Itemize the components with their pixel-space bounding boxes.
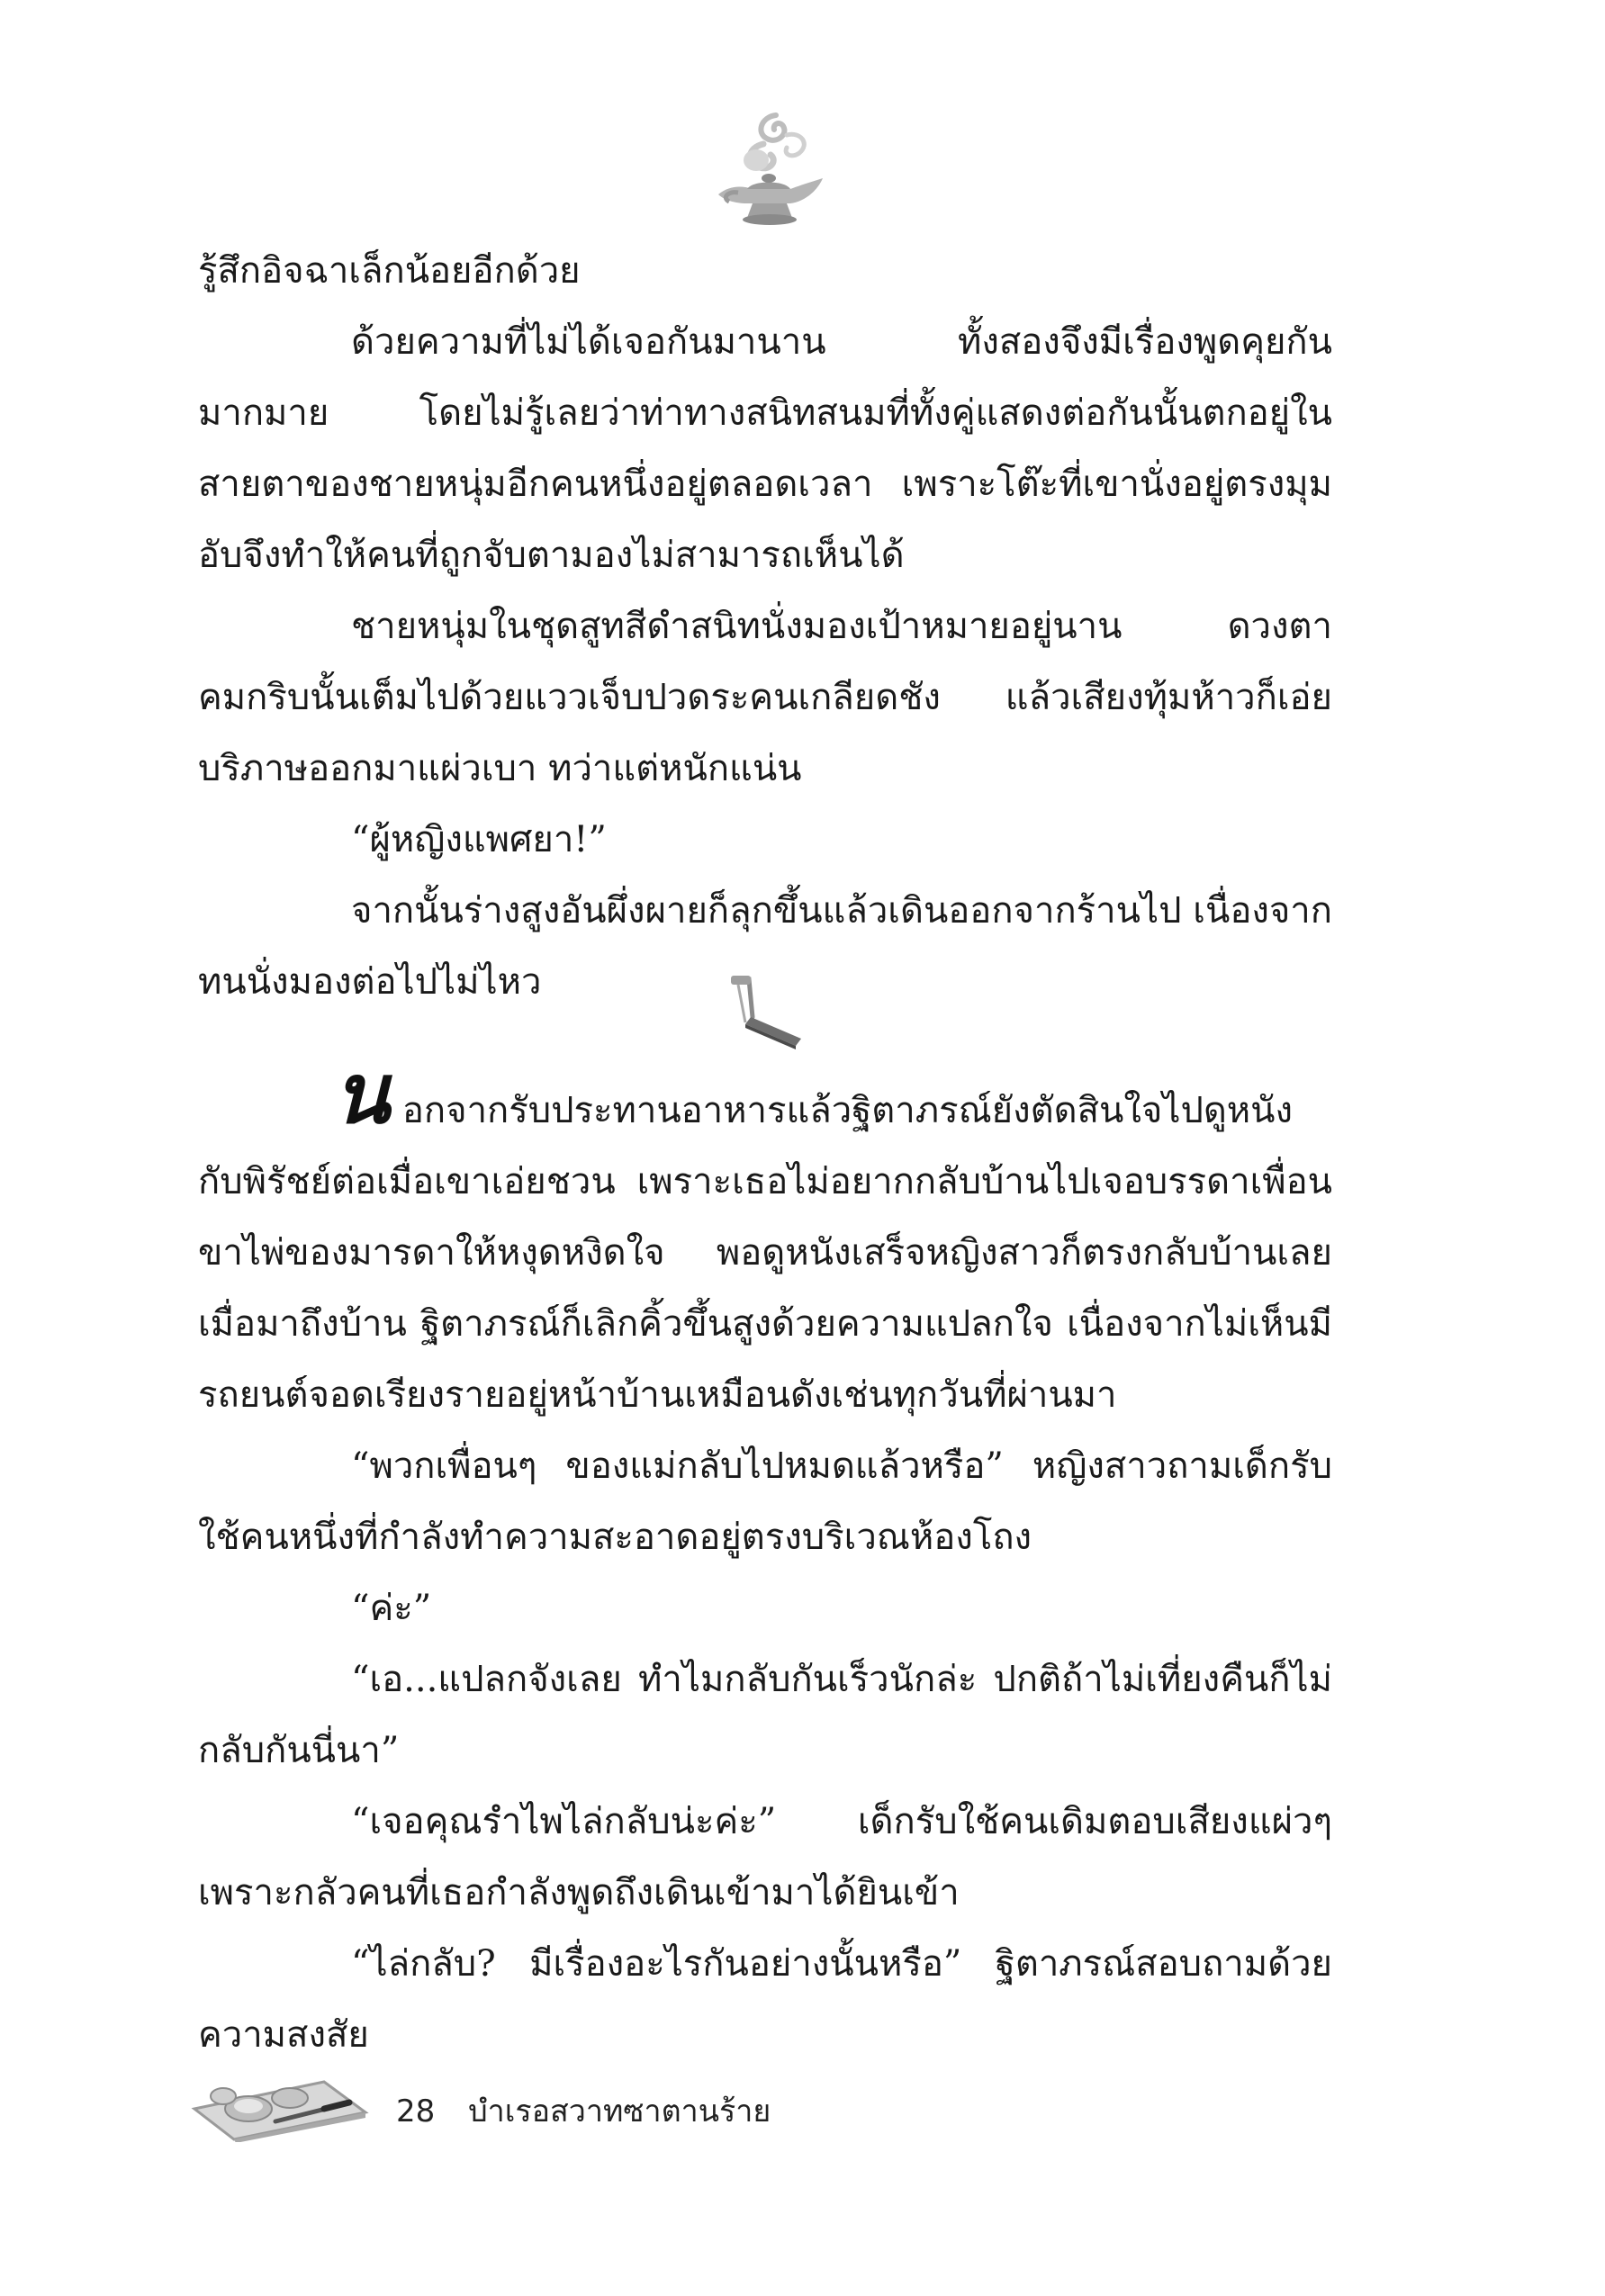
paragraph: “ค่ะ”: [351, 1588, 432, 1629]
paragraph: “ผู้หญิงแพศยา!”: [351, 819, 607, 860]
paragraph: “พวกเพื่อนๆ ของแม่กลับไปหมดแล้วหรือ” หญิงสาวถามเด็กรับใช้คนหนึ่งที่กำลังทำความสะอาดอยู่ตรงบริเวณห้องโถง: [198, 1445, 1332, 1558]
book-title: บำเรอสวาทซาตานร้าย: [468, 2093, 771, 2129]
treadmill-icon: [726, 972, 811, 1053]
page-footer: [396, 2086, 771, 2135]
paragraph-with-dropcap: [198, 1045, 1332, 1431]
food-tray-icon: [189, 2057, 369, 2142]
paragraph: รู้สึกอิจฉาเล็กน้อยอีกด้วย: [198, 250, 581, 292]
text-section-1: [198, 236, 1332, 1018]
genie-lamp-icon: [711, 108, 828, 230]
drop-cap: น: [333, 1045, 390, 1142]
paragraph: จากนั้นร่างสูงอันผึ่งผายก็ลุกขึ้นแล้วเดินออกจากร้านไป เนื่องจากทนนั่งมองต่อไปไม่ไหว: [198, 890, 1332, 1003]
paragraph: ด้วยความที่ไม่ได้เจอกันมานาน ทั้งสองจึงมีเรื่องพูดคุยกันมากมาย โดยไม่รู้เลยว่าท่าทางสนิทสนมที่ทั้งคู่แสดงต่อกันนั้นตกอยู่ในสายตาของชายหนุ่มอีกคนหนึ่งอยู่ตลอดเวลา เพราะโต๊ะที่เขานั่งอยู่ตรงมุมอับจึงทำให้คนที่ถูกจับตามองไม่สามารถเห็นได้: [198, 321, 1332, 576]
paragraph-text: อกจากรับประทานอาหารแล้วฐิตาภรณ์ยังตัดสินใจไปดูหนังกับพิรัชย์ต่อเมื่อเขาเอ่ยชวน เพราะเธอไม่อยากกลับบ้านไปเจอบรรดาเพื่อนขาไพ่ของมารดาให้หงุดหงิดใจ พอดูหนังเสร็จหญิงสาวก็ตรงกลับบ้านเลย เมื่อมาถึงบ้าน ฐิตาภรณ์ก็เลิกคิ้วขึ้นสูงด้วยความแปลกใจ เนื่องจากไม่เห็นมีรถยนต์จอดเรียงรายอยู่หน้าบ้านเหมือนดังเช่นทุกวันที่ผ่านมา: [198, 1090, 1332, 1416]
paragraph: ชายหนุ่มในชุดสูทสีดำสนิทนั่งมองเป้าหมายอยู่นาน ดวงตาคมกริบนั้นเต็มไปด้วยแววเจ็บปวดระคนเกลียดชัง แล้วเสียงทุ้มห้าวก็เอ่ยบริภาษออกมาแผ่วเบา ทว่าแต่หนักแน่น: [198, 606, 1332, 789]
page-number: 28: [396, 2093, 436, 2129]
paragraph: “เอ...แปลกจังเลย ทำไมกลับกันเร็วนักล่ะ ปกติถ้าไม่เที่ยงคืนก็ไม่กลับกันนี่นา”: [198, 1659, 1332, 1771]
paragraph: “เจอคุณรำไพไล่กลับน่ะค่ะ” เด็กรับใช้คนเดิมตอบเสียงแผ่วๆ เพราะกลัวคนที่เธอกำลังพูดถึงเดินเข้ามาได้ยินเข้า: [198, 1801, 1332, 1913]
paragraph: “ไล่กลับ? มีเรื่องอะไรกันอย่างนั้นหรือ” ฐิตาภรณ์สอบถามด้วยความสงสัย: [198, 1943, 1332, 2056]
text-section-2: [198, 1045, 1332, 2071]
